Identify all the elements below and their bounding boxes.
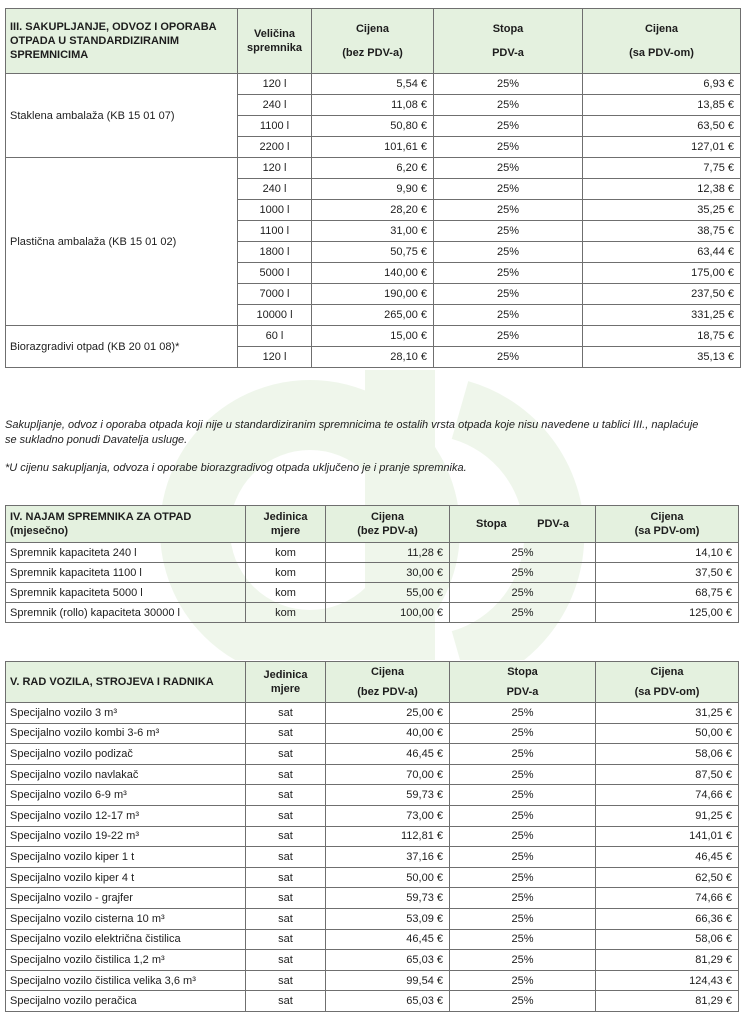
price-gross: 37,50 € bbox=[596, 563, 739, 583]
price-gross: 175,00 € bbox=[583, 263, 741, 284]
table-row bbox=[6, 991, 739, 1012]
table-row bbox=[6, 583, 739, 603]
header-line: IV. NAJAM SPREMNIKA ZA OTPAD bbox=[10, 511, 192, 523]
table-row bbox=[6, 74, 741, 95]
header-line: Jedinica bbox=[263, 669, 308, 681]
unit: sat bbox=[246, 867, 326, 888]
column-header-rate bbox=[434, 9, 583, 74]
price-net: 9,90 € bbox=[312, 179, 434, 200]
container-size: 2200 l bbox=[238, 137, 312, 158]
header-line: Cijena bbox=[650, 511, 684, 523]
price-net: 28,10 € bbox=[312, 347, 434, 368]
table-row bbox=[6, 785, 739, 806]
vat-rate: 25% bbox=[450, 764, 596, 785]
container-size: 10000 l bbox=[238, 305, 312, 326]
table-body bbox=[6, 543, 739, 623]
price-net: 5,54 € bbox=[312, 74, 434, 95]
vat-rate: 25% bbox=[450, 744, 596, 765]
header-line: (bez PDV-a) bbox=[357, 686, 418, 698]
column-header-rate bbox=[450, 662, 596, 703]
price-net: 50,80 € bbox=[312, 116, 434, 137]
price-net: 265,00 € bbox=[312, 305, 434, 326]
price-gross: 35,13 € bbox=[583, 347, 741, 368]
header-line: mjere bbox=[270, 683, 301, 695]
container-size: 120 l bbox=[238, 347, 312, 368]
price-gross: 127,01 € bbox=[583, 137, 741, 158]
item-name: Specijalno vozilo 12-17 m³ bbox=[6, 805, 246, 826]
column-header-price-net bbox=[312, 9, 434, 74]
price-net: 99,54 € bbox=[326, 970, 450, 991]
container-size: 120 l bbox=[238, 74, 312, 95]
vat-rate: 25% bbox=[450, 970, 596, 991]
item-name: Spremnik kapaciteta 5000 l bbox=[6, 583, 246, 603]
price-net: 59,73 € bbox=[326, 888, 450, 909]
container-size: 1100 l bbox=[238, 221, 312, 242]
price-gross: 6,93 € bbox=[583, 74, 741, 95]
table-row bbox=[6, 950, 739, 971]
column-header-price-gross bbox=[596, 662, 739, 703]
unit: sat bbox=[246, 970, 326, 991]
item-name: Specijalno vozilo kiper 1 t bbox=[6, 847, 246, 868]
header-line: (sa PDV-om) bbox=[634, 686, 700, 698]
vat-rate: 25% bbox=[450, 929, 596, 950]
vat-rate: 25% bbox=[450, 888, 596, 909]
container-size: 60 l bbox=[238, 326, 312, 347]
price-net: 50,00 € bbox=[326, 867, 450, 888]
price-net: 15,00 € bbox=[312, 326, 434, 347]
price-gross: 35,25 € bbox=[583, 200, 741, 221]
table-body bbox=[6, 74, 741, 368]
price-net: 59,73 € bbox=[326, 785, 450, 806]
price-net: 31,00 € bbox=[312, 221, 434, 242]
price-gross: 66,36 € bbox=[596, 908, 739, 929]
column-header-price-net bbox=[326, 662, 450, 703]
item-name: Specijalno vozilo peračica bbox=[6, 991, 246, 1012]
header-line: PDV-a bbox=[506, 686, 539, 698]
column-header-rate: Stopa PDV-a bbox=[450, 506, 596, 543]
price-net: 46,45 € bbox=[326, 929, 450, 950]
unit: sat bbox=[246, 764, 326, 785]
price-gross: 63,44 € bbox=[583, 242, 741, 263]
waste-category: Staklena ambalaža (KB 15 01 07) bbox=[6, 74, 238, 158]
price-net: 73,00 € bbox=[326, 805, 450, 826]
vat-rate: 25% bbox=[450, 867, 596, 888]
price-gross: 18,75 € bbox=[583, 326, 741, 347]
unit: sat bbox=[246, 805, 326, 826]
table-row bbox=[6, 847, 739, 868]
table-row bbox=[6, 888, 739, 909]
table-row bbox=[6, 867, 739, 888]
price-gross: 46,45 € bbox=[596, 847, 739, 868]
header-line: Cijena bbox=[370, 511, 404, 523]
table-waste-collection bbox=[5, 8, 741, 368]
unit: sat bbox=[246, 991, 326, 1012]
vat-rate: 25% bbox=[434, 116, 583, 137]
price-gross: 58,06 € bbox=[596, 744, 739, 765]
container-size: 240 l bbox=[238, 179, 312, 200]
header-line: (mjesečno) bbox=[10, 525, 69, 537]
section-title bbox=[6, 506, 246, 543]
price-gross: 331,25 € bbox=[583, 305, 741, 326]
price-net: 100,00 € bbox=[326, 603, 450, 623]
table-row bbox=[6, 703, 739, 724]
price-gross: 124,43 € bbox=[596, 970, 739, 991]
container-size: 7000 l bbox=[238, 284, 312, 305]
unit: kom bbox=[246, 583, 326, 603]
vat-rate: 25% bbox=[450, 805, 596, 826]
vat-rate: 25% bbox=[434, 74, 583, 95]
column-header-price-gross bbox=[596, 506, 739, 543]
price-net: 50,75 € bbox=[312, 242, 434, 263]
price-net: 53,09 € bbox=[326, 908, 450, 929]
table-row bbox=[6, 908, 739, 929]
header-line: Cijena bbox=[644, 23, 678, 35]
table-row bbox=[6, 929, 739, 950]
vat-rate: 25% bbox=[450, 991, 596, 1012]
vat-rate: 25% bbox=[434, 158, 583, 179]
price-net: 70,00 € bbox=[326, 764, 450, 785]
item-name: Spremnik (rollo) kapaciteta 30000 l bbox=[6, 603, 246, 623]
price-gross: 7,75 € bbox=[583, 158, 741, 179]
price-net: 11,08 € bbox=[312, 95, 434, 116]
vat-rate: 25% bbox=[434, 305, 583, 326]
header-line: Cijena bbox=[650, 666, 684, 678]
price-gross: 62,50 € bbox=[596, 867, 739, 888]
container-size: 1100 l bbox=[238, 116, 312, 137]
unit: sat bbox=[246, 847, 326, 868]
vat-rate: 25% bbox=[450, 908, 596, 929]
unit: sat bbox=[246, 908, 326, 929]
item-name: Specijalno vozilo - grajfer bbox=[6, 888, 246, 909]
waste-category: Biorazgradivi otpad (KB 20 01 08)* bbox=[6, 326, 238, 368]
item-name: Specijalno vozilo 19-22 m³ bbox=[6, 826, 246, 847]
item-name: Spremnik kapaciteta 240 l bbox=[6, 543, 246, 563]
item-name: Spremnik kapaciteta 1100 l bbox=[6, 563, 246, 583]
unit: kom bbox=[246, 603, 326, 623]
unit: sat bbox=[246, 826, 326, 847]
price-gross: 81,29 € bbox=[596, 950, 739, 971]
table-row bbox=[6, 326, 741, 347]
unit: sat bbox=[246, 929, 326, 950]
container-size: 120 l bbox=[238, 158, 312, 179]
table-row bbox=[6, 744, 739, 765]
price-gross: 31,25 € bbox=[596, 703, 739, 724]
unit: sat bbox=[246, 723, 326, 744]
vat-rate: 25% bbox=[434, 137, 583, 158]
unit: sat bbox=[246, 703, 326, 724]
unit: kom bbox=[246, 563, 326, 583]
vat-rate: 25% bbox=[450, 723, 596, 744]
unit: sat bbox=[246, 888, 326, 909]
table-row bbox=[6, 723, 739, 744]
table-row bbox=[6, 970, 739, 991]
table-header-row bbox=[6, 506, 739, 543]
price-gross: 68,75 € bbox=[596, 583, 739, 603]
price-gross: 87,50 € bbox=[596, 764, 739, 785]
column-header-unit bbox=[246, 662, 326, 703]
price-net: 28,20 € bbox=[312, 200, 434, 221]
unit: sat bbox=[246, 950, 326, 971]
header-line: Jedinica bbox=[263, 511, 308, 523]
table-row bbox=[6, 543, 739, 563]
column-header-unit bbox=[246, 506, 326, 543]
table-row bbox=[6, 826, 739, 847]
price-gross: 74,66 € bbox=[596, 888, 739, 909]
vat-rate: 25% bbox=[434, 263, 583, 284]
table-row bbox=[6, 805, 739, 826]
vat-rate: 25% bbox=[450, 703, 596, 724]
header-line: Stopa bbox=[507, 666, 538, 678]
header-line: Cijena bbox=[370, 666, 404, 678]
container-size: 5000 l bbox=[238, 263, 312, 284]
item-name: Specijalno vozilo podizač bbox=[6, 744, 246, 765]
table-header-row bbox=[6, 662, 739, 703]
column-header-price-net bbox=[326, 506, 450, 543]
price-net: 112,81 € bbox=[326, 826, 450, 847]
note-other-waste: Sakupljanje, odvoz i oporaba otpada koji nije u standardiziranim spremnicima te ostalih vrsta otpada koje nisu navedene u tablici III., naplaćuje se sukladno ponudi Davatelja usluge. bbox=[5, 419, 699, 446]
vat-rate: 25% bbox=[450, 543, 596, 563]
vat-rate: 25% bbox=[450, 583, 596, 603]
table-row bbox=[6, 563, 739, 583]
container-size: 1800 l bbox=[238, 242, 312, 263]
table-body bbox=[6, 703, 739, 1012]
item-name: Specijalno vozilo kombi 3-6 m³ bbox=[6, 723, 246, 744]
price-net: 65,03 € bbox=[326, 991, 450, 1012]
header-line: Cijena bbox=[355, 23, 389, 35]
vat-rate: 25% bbox=[450, 826, 596, 847]
item-name: Specijalno vozilo navlakač bbox=[6, 764, 246, 785]
price-net: 6,20 € bbox=[312, 158, 434, 179]
header-line: PDV-a bbox=[492, 47, 524, 59]
price-gross: 237,50 € bbox=[583, 284, 741, 305]
price-net: 140,00 € bbox=[312, 263, 434, 284]
price-gross: 141,01 € bbox=[596, 826, 739, 847]
note-biowaste: *U cijenu sakupljanja, odvoza i oporabe biorazgradivog otpada uključeno je i pranje spremnika. bbox=[5, 462, 467, 474]
header-line: (sa PDV-om) bbox=[629, 47, 694, 59]
price-gross: 14,10 € bbox=[596, 543, 739, 563]
item-name: Specijalno vozilo cisterna 10 m³ bbox=[6, 908, 246, 929]
table-container-rental bbox=[5, 505, 739, 623]
price-gross: 12,38 € bbox=[583, 179, 741, 200]
header-line: (bez PDV-a) bbox=[357, 525, 418, 537]
item-name: Specijalno vozilo čistilica 1,2 m³ bbox=[6, 950, 246, 971]
header-line: (bez PDV-a) bbox=[342, 47, 403, 59]
table-header-row bbox=[6, 9, 741, 74]
item-name: Specijalno vozilo čistilica velika 3,6 m³ bbox=[6, 970, 246, 991]
vat-rate: 25% bbox=[434, 95, 583, 116]
price-net: 55,00 € bbox=[326, 583, 450, 603]
vat-rate: 25% bbox=[450, 847, 596, 868]
price-gross: 63,50 € bbox=[583, 116, 741, 137]
price-net: 65,03 € bbox=[326, 950, 450, 971]
table-vehicle-work bbox=[5, 661, 739, 1012]
price-gross: 58,06 € bbox=[596, 929, 739, 950]
price-net: 101,61 € bbox=[312, 137, 434, 158]
vat-rate: 25% bbox=[434, 326, 583, 347]
waste-category: Plastična ambalaža (KB 15 01 02) bbox=[6, 158, 238, 326]
price-net: 46,45 € bbox=[326, 744, 450, 765]
vat-rate: 25% bbox=[434, 200, 583, 221]
item-name: Specijalno vozilo kiper 4 t bbox=[6, 867, 246, 888]
price-gross: 125,00 € bbox=[596, 603, 739, 623]
vat-rate: 25% bbox=[434, 347, 583, 368]
item-name: Specijalno vozilo 6-9 m³ bbox=[6, 785, 246, 806]
vat-rate: 25% bbox=[434, 284, 583, 305]
header-line: mjere bbox=[270, 525, 301, 537]
header-line: (sa PDV-om) bbox=[634, 525, 700, 537]
header-line: Stopa bbox=[492, 23, 524, 35]
price-net: 11,28 € bbox=[326, 543, 450, 563]
vat-rate: 25% bbox=[450, 563, 596, 583]
column-header-size: Veličina spremnika bbox=[238, 9, 312, 74]
price-net: 37,16 € bbox=[326, 847, 450, 868]
column-header-price-gross bbox=[583, 9, 741, 74]
price-gross: 81,29 € bbox=[596, 991, 739, 1012]
price-gross: 38,75 € bbox=[583, 221, 741, 242]
container-size: 1000 l bbox=[238, 200, 312, 221]
price-gross: 74,66 € bbox=[596, 785, 739, 806]
vat-rate: 25% bbox=[450, 950, 596, 971]
item-name: Specijalno vozilo 3 m³ bbox=[6, 703, 246, 724]
price-net: 190,00 € bbox=[312, 284, 434, 305]
price-gross: 13,85 € bbox=[583, 95, 741, 116]
table-row bbox=[6, 764, 739, 785]
vat-rate: 25% bbox=[434, 221, 583, 242]
price-net: 30,00 € bbox=[326, 563, 450, 583]
table-row bbox=[6, 158, 741, 179]
price-net: 25,00 € bbox=[326, 703, 450, 724]
vat-rate: 25% bbox=[434, 242, 583, 263]
price-gross: 50,00 € bbox=[596, 723, 739, 744]
section-title: III. SAKUPLJANJE, ODVOZ I OPORABA OTPADA U STANDARDIZIRANIM SPREMNICIMA bbox=[6, 9, 238, 74]
table-row bbox=[6, 603, 739, 623]
price-gross: 91,25 € bbox=[596, 805, 739, 826]
vat-rate: 25% bbox=[434, 179, 583, 200]
unit: sat bbox=[246, 785, 326, 806]
price-net: 40,00 € bbox=[326, 723, 450, 744]
vat-rate: 25% bbox=[450, 785, 596, 806]
section-title: V. RAD VOZILA, STROJEVA I RADNIKA bbox=[6, 662, 246, 703]
item-name: Specijalno vozilo električna čistilica bbox=[6, 929, 246, 950]
unit: sat bbox=[246, 744, 326, 765]
container-size: 240 l bbox=[238, 95, 312, 116]
vat-rate: 25% bbox=[450, 603, 596, 623]
unit: kom bbox=[246, 543, 326, 563]
